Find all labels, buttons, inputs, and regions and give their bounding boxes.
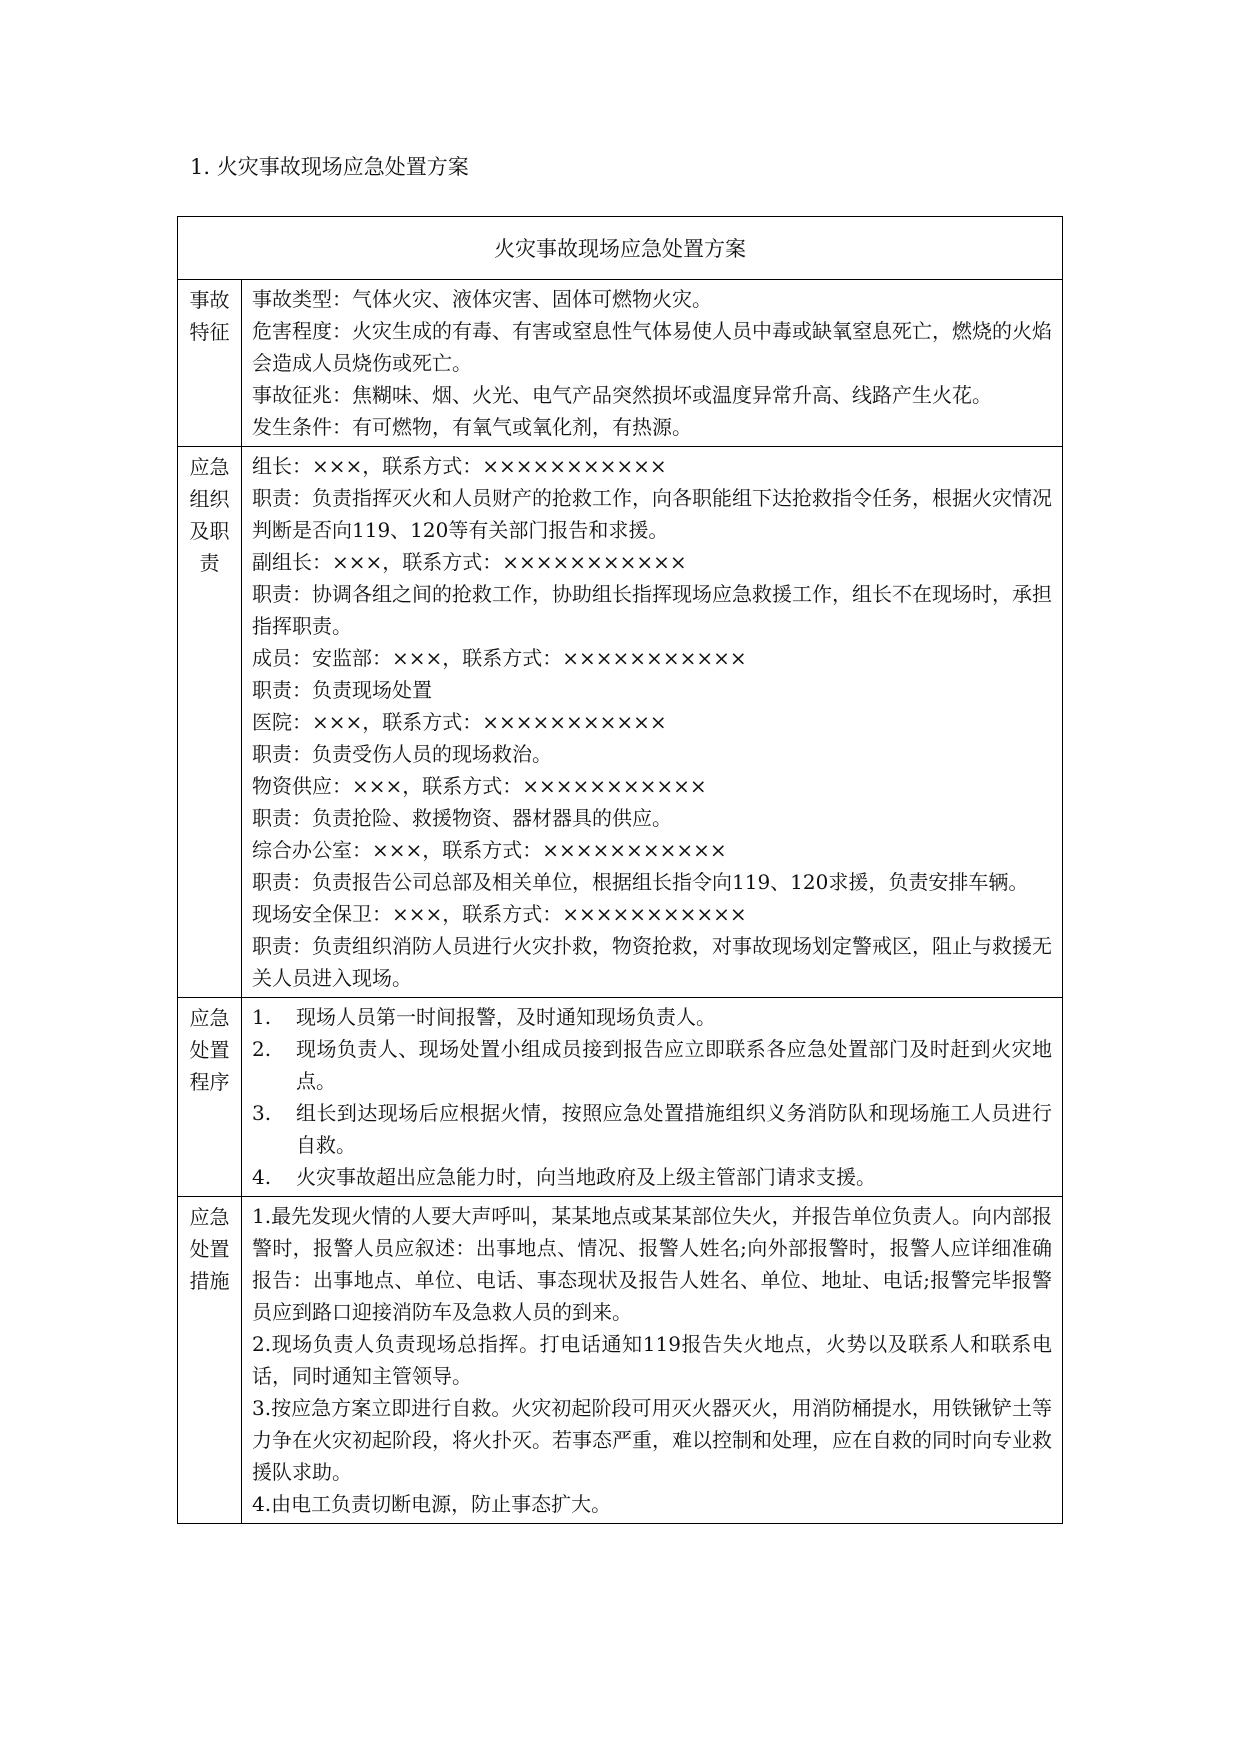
security-duty-line: 职责：负责组织消防人员进行火灾扑救，物资抢救，对事故现场划定警戒区，阻止与救援无关人员进入现场。 — [252, 934, 1052, 990]
deputy-leader-line: 副组长：×××，联系方式：××××××××××× — [252, 550, 687, 574]
table-row — [178, 998, 1063, 1197]
measure-line: 3.按应急方案立即进行自救。火灾初起阶段可用灭火器灭火，用消防桶提水，用铁锹铲土等力争在火灾初起阶段，将火扑灭。若事态严重，难以控制和处理，应在自救的同时向专业救援队求助。 — [252, 1396, 1052, 1484]
table-row — [178, 1197, 1063, 1524]
deputy-duty-line: 职责：协调各组之间的抢救工作，协助组长指挥现场应急救援工作，组长不在现场时，承担指挥职责。 — [252, 582, 1052, 638]
row-label-measures: 应急 处置 措施 — [178, 1197, 242, 1524]
leader-duty-line: 职责：负责指挥灭火和人员财产的抢救工作，向各职能组下达抢救指令任务，根据火灾情况判断是否向119、120等有关部门报告和求援。 — [252, 486, 1052, 542]
office-line: 综合办公室：×××，联系方式：××××××××××× — [252, 838, 727, 862]
table-title: 火灾事故现场应急处置方案 — [178, 217, 1063, 280]
table-row — [178, 447, 1063, 998]
measure-line: 2.现场负责人负责现场总指挥。打电话通知119报告失火地点，火势以及联系人和联系电话，同时通知主管领导。 — [252, 1332, 1052, 1388]
hospital-duty-line: 职责：负责受伤人员的现场救治。 — [252, 742, 552, 766]
measure-line: 4.由电工负责切断电源，防止事态扩大。 — [252, 1492, 612, 1516]
list-item: 2. 现场负责人、现场处置小组成员接到报告应立即联系各应急处置部门及时赶到火灾地点。 — [252, 1037, 1052, 1093]
hospital-line: 医院：×××，联系方式：××××××××××× — [252, 710, 667, 734]
row-label-procedure: 应急 处置 程序 — [178, 998, 242, 1197]
accident-signs-line: 事故征兆：焦糊味、烟、火光、电气产品突然损坏或温度异常升高、线路产生火花。 — [252, 383, 992, 407]
office-duty-line: 职责：负责报告公司总部及相关单位，根据组长指令向119、120求援，负责安排车辆。 — [252, 870, 1029, 894]
document-heading: 1. 火灾事故现场应急处置方案 — [190, 155, 469, 179]
row-content-accident-features — [242, 280, 1063, 447]
row-content-organization — [242, 447, 1063, 998]
row-label-organization: 应急 组织 及职 责 — [178, 447, 242, 998]
list-item: 1. 现场人员第一时间报警，及时通知现场负责人。 — [252, 1005, 716, 1029]
occurrence-conditions-line: 发生条件：有可燃物，有氧气或氧化剂，有热源。 — [252, 415, 692, 439]
row-label-accident-features: 事故 特征 — [178, 280, 242, 447]
member-safety-line: 成员：安监部：×××，联系方式：××××××××××× — [252, 646, 747, 670]
table-title-row — [178, 217, 1063, 280]
accident-type-line: 事故类型：气体火灾、液体灾害、固体可燃物火灾。 — [252, 287, 712, 311]
list-item: 4. 火灾事故超出应急能力时，向当地政府及上级主管部门请求支援。 — [252, 1165, 876, 1189]
leader-line: 组长：×××，联系方式：××××××××××× — [252, 454, 667, 478]
hazard-degree-line: 危害程度：火灾生成的有毒、有害或窒息性气体易使人员中毒或缺氧窒息死亡，燃烧的火焰会造成人员烧伤或死亡。 — [252, 319, 1052, 375]
supply-line: 物资供应：×××，联系方式：××××××××××× — [252, 774, 707, 798]
member-safety-duty-line: 职责：负责现场处置 — [252, 678, 432, 702]
supply-duty-line: 职责：负责抢险、救援物资、器材器具的供应。 — [252, 806, 672, 830]
row-content-measures — [242, 1197, 1063, 1524]
security-line: 现场安全保卫：×××，联系方式：××××××××××× — [252, 902, 747, 926]
row-content-procedure — [242, 998, 1063, 1197]
table-row — [178, 280, 1063, 447]
emergency-plan-table — [177, 216, 1063, 1524]
measure-line: 1.最先发现火情的人要大声呼叫，某某地点或某某部位失火，并报告单位负责人。向内部报警时，报警人员应叙述：出事地点、情况、报警人姓名;向外部报警时，报警人应详细准确报告：出事地点、单位、电话、事态现状及报告人姓名、单位、地址、电话;报警完毕报警员应到路口迎接消防车及急救人员的到来。 — [252, 1204, 1052, 1324]
procedure-list — [252, 1001, 1052, 1193]
list-item: 3. 组长到达现场后应根据火情，按照应急处置措施组织义务消防队和现场施工人员进行自救。 — [252, 1101, 1052, 1157]
